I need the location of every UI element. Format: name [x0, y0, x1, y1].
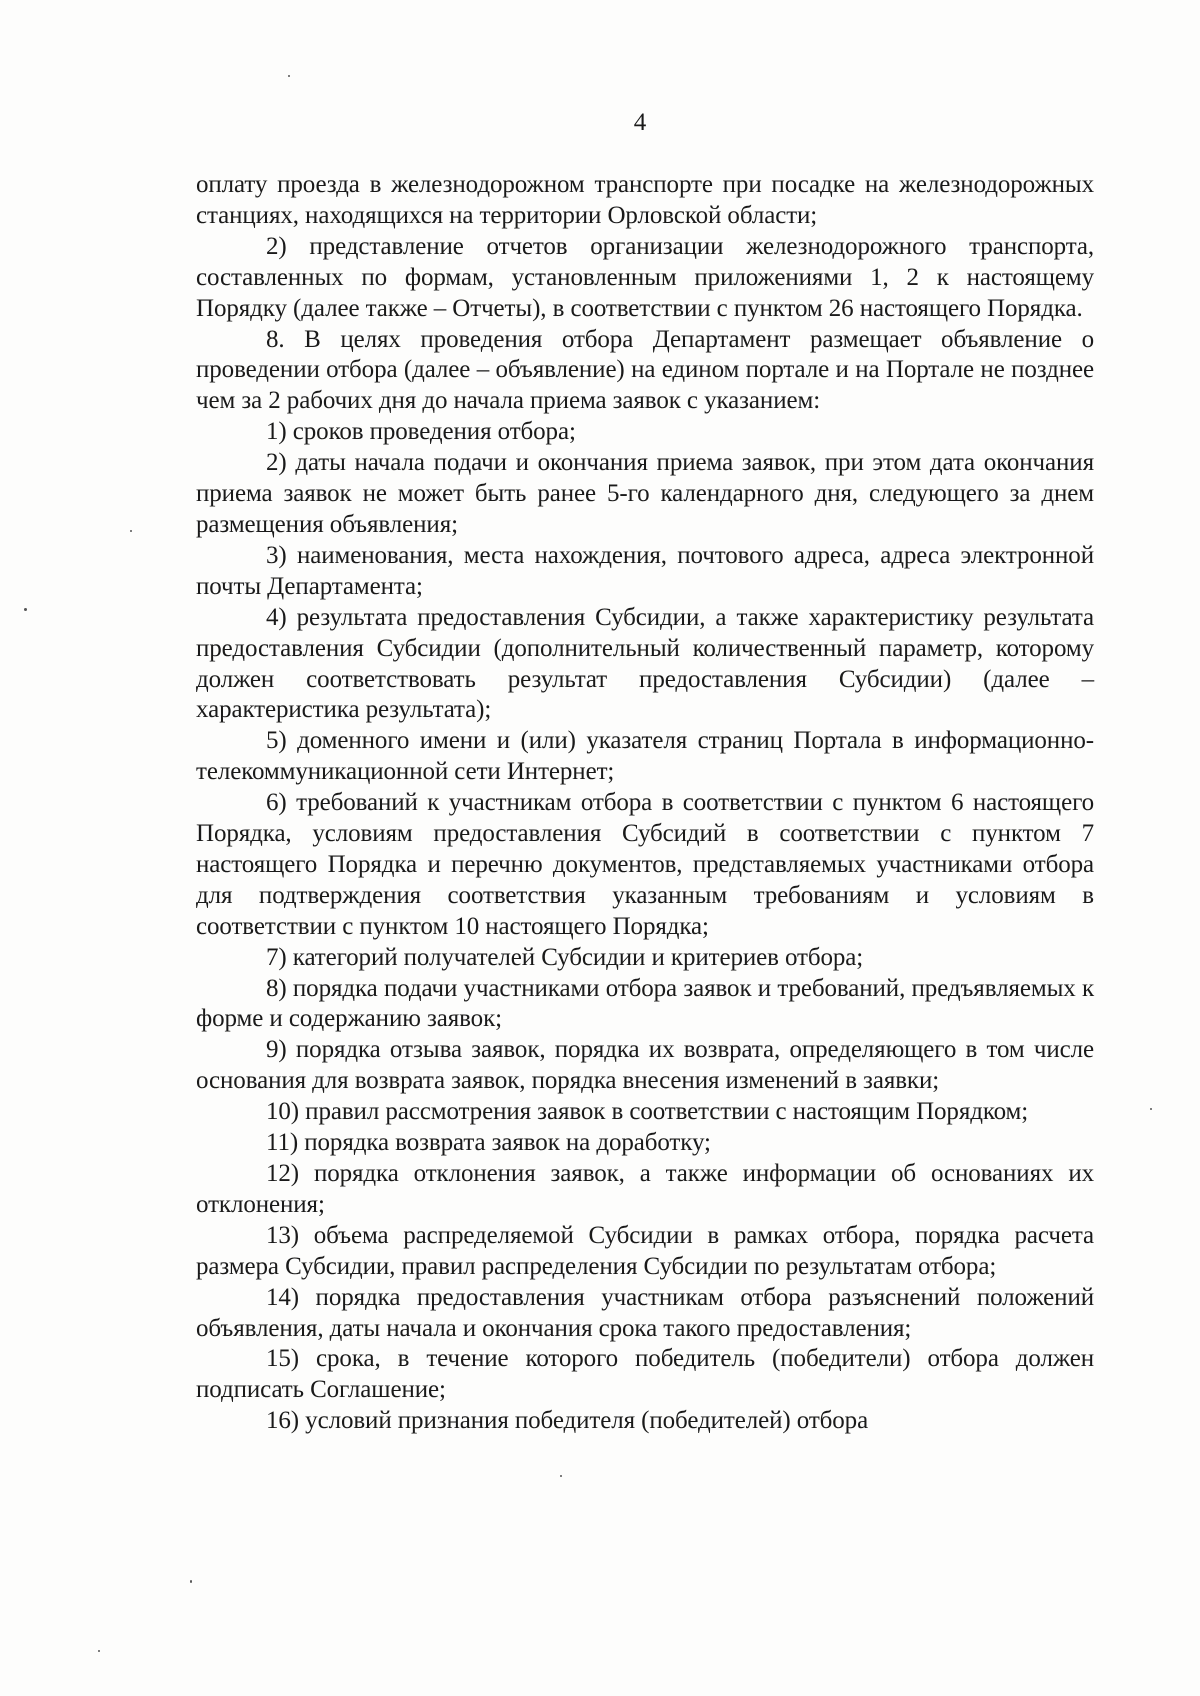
scan-speck	[98, 1650, 100, 1652]
paragraph-clause-8: 8. В целях проведения отбора Департамент размещает объявление о проведении отбора (далее – объявление) на едином портале и на Портале не позднее чем за 2 рабочих дня до начала приема заявок с указанием:	[196, 325, 1094, 415]
paragraph-item-2-reports: 2) представление отчетов организации железнодорожного транспорта, составленных по формам, установленным приложениями 1, 2 к настоящему Порядку (далее также – Отчеты), в соответствии с пунктом 26 настоящего Порядка.	[196, 232, 1094, 322]
list-item-6: 6) требований к участникам отбора в соответствии с пунктом 6 настоящего Порядка, условиям предоставления Субсидий в соответствии с пунктом 7 настоящего Порядка и перечню документов, представляемых участниками отбора для подтверждения соответствия указанным требованиям и условиям в соответствии с пунктом 10 настоящего Порядка;	[196, 789, 1094, 940]
scan-speck	[1150, 1108, 1152, 1110]
list-item-9: 9) порядка отзыва заявок, порядка их возврата, определяющего в том числе основания для возврата заявок, порядка внесения изменений в заявки;	[196, 1036, 1094, 1095]
scan-speck	[130, 530, 132, 532]
paragraph-continuation: оплату проезда в железнодорожном транспорте при посадке на железнодорожных станциях, находящихся на территории Орловской области;	[196, 171, 1094, 229]
list-item-12: 12) порядка отклонения заявок, а также информации об основаниях их отклонения;	[196, 1160, 1094, 1218]
page-number: 4	[633, 109, 647, 136]
scan-speck	[560, 1475, 562, 1477]
scan-speck	[288, 75, 290, 77]
list-item-15: 15) срока, в течение которого победитель (победители) отбора должен подписать Соглашение;	[196, 1345, 1094, 1404]
list-item-13: 13) объема распределяемой Субсидии в рамках отбора, порядка расчета размера Субсидии, правил распределения Субсидии по результатам отбора;	[196, 1221, 1094, 1280]
scan-speck	[24, 608, 27, 611]
list-item-2: 2) даты начала подачи и окончания приема заявок, при этом дата окончания приема заявок не может быть ранее 5-го календарного дня, следующего за днем размещения объявления;	[196, 449, 1094, 538]
list-item-14: 14) порядка предоставления участникам отбора разъяснений положений объявления, даты начала и окончания срока такого предоставления;	[196, 1283, 1094, 1342]
scan-speck	[190, 1580, 192, 1583]
list-item-8: 8) порядка подачи участниками отбора заявок и требований, предъявляемых к форме и содержанию заявок;	[196, 974, 1094, 1033]
list-item-4: 4) результата предоставления Субсидии, а также характеристику результата предоставления Субсидии (дополнительный количественный параметр, которому должен соответствовать результат предоставления Субсидии) (далее – характеристика результата);	[196, 603, 1094, 724]
list-item-1: 1) сроков проведения отбора;	[266, 418, 576, 446]
list-item-3: 3) наименования, места нахождения, почтового адреса, адреса электронной почты Департамента;	[196, 541, 1094, 600]
list-item-7: 7) категорий получателей Субсидии и критериев отбора;	[266, 943, 864, 971]
list-item-10: 10) правил рассмотрения заявок в соответствии с настоящим Порядком;	[266, 1098, 1029, 1126]
list-item-11: 11) порядка возврата заявок на доработку;	[266, 1129, 711, 1157]
list-item-5: 5) доменного имени и (или) указателя страниц Портала в информационно-телекоммуникационной сети Интернет;	[196, 727, 1094, 786]
document-body	[196, 170, 1094, 1437]
list-item-16: 16) условий признания победителя (победителей) отбора	[266, 1407, 869, 1435]
